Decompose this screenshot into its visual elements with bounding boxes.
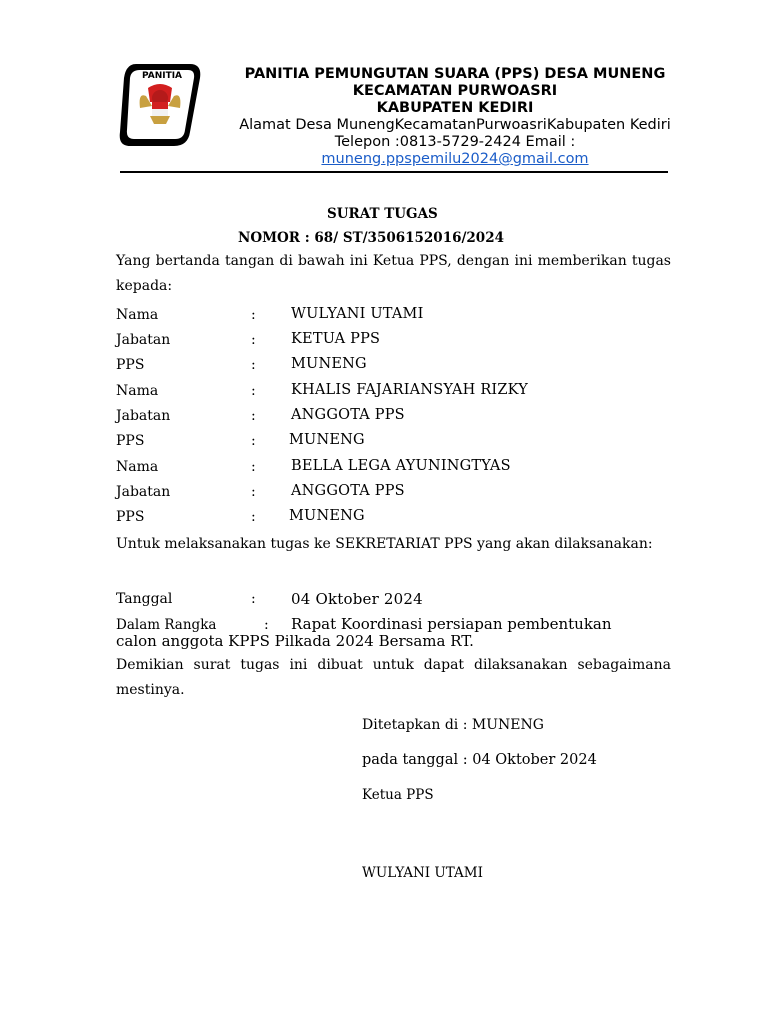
separator: : bbox=[251, 357, 256, 373]
header-phone: Telepon :0813-5729-2424 Email : bbox=[334, 134, 576, 150]
member-3-pps: MUNENG bbox=[289, 508, 365, 524]
closing-paragraph: Demikian surat tugas ini dibuat untuk dapat dilaksanakan sebagaimana mestinya. bbox=[116, 657, 671, 698]
member-1-nama: WULYANI UTAMI bbox=[291, 306, 424, 322]
separator: : bbox=[251, 408, 256, 424]
separator: : bbox=[251, 459, 256, 475]
svg-text:PANITIA: PANITIA bbox=[141, 71, 183, 81]
header-email-link[interactable]: muneng.ppspemilu2024@gmail.com bbox=[321, 151, 589, 167]
separator: : bbox=[264, 617, 269, 633]
signatory-name: WULYANI UTAMI bbox=[362, 865, 483, 881]
separator: : bbox=[251, 433, 256, 449]
member-2-pps-label: PPS bbox=[116, 433, 145, 449]
member-3-nama-label: Nama bbox=[116, 459, 159, 475]
separator: : bbox=[251, 509, 256, 525]
signatory-role: Ketua PPS bbox=[362, 787, 434, 803]
separator: : bbox=[251, 332, 256, 348]
kpu-logo bbox=[118, 62, 202, 148]
member-3-nama: BELLA LEGA AYUNINGTYAS bbox=[291, 458, 511, 474]
rangka-line-1: Rapat Koordinasi persiapan pembentukan bbox=[291, 615, 612, 633]
member-1-nama-label: Nama bbox=[116, 307, 159, 323]
separator: : bbox=[251, 591, 256, 607]
member-1-jabatan-label: Jabatan bbox=[116, 332, 171, 348]
member-1-pps: MUNENG bbox=[291, 356, 367, 372]
member-1-jabatan: KETUA PPS bbox=[291, 331, 381, 347]
tanggal-label: Tanggal bbox=[116, 591, 173, 607]
header-line-2: KECAMATAN PURWOASRI bbox=[352, 83, 558, 99]
header-line-1: PANITIA PEMUNGUTAN SUARA (PPS) DESA MUNENG bbox=[244, 66, 666, 82]
document-number: NOMOR : 68/ ST/3506152016/2024 bbox=[238, 230, 504, 246]
purpose-paragraph: Untuk melaksanakan tugas ke SEKRETARIAT PPS yang akan dilaksanakan: bbox=[116, 536, 653, 552]
member-2-jabatan: ANGGOTA PPS bbox=[291, 407, 405, 423]
separator: : bbox=[251, 307, 256, 323]
separator: : bbox=[251, 484, 256, 500]
intro-paragraph: Yang bertanda tangan di bawah ini Ketua PPS, dengan ini memberikan tugas kepada: bbox=[116, 253, 671, 294]
header-line-3: KABUPATEN KEDIRI bbox=[376, 100, 534, 116]
header-rule bbox=[120, 171, 668, 173]
member-3-jabatan: ANGGOTA PPS bbox=[291, 483, 405, 499]
header-address: Alamat Desa MunengKecamatanPurwoasriKabupaten Kediri bbox=[239, 117, 671, 133]
pada-tanggal: pada tanggal : 04 Oktober 2024 bbox=[362, 752, 597, 768]
document-title: SURAT TUGAS bbox=[327, 206, 438, 222]
separator: : bbox=[251, 383, 256, 399]
member-2-nama-label: Nama bbox=[116, 383, 159, 399]
ditetapkan: Ditetapkan di : MUNENG bbox=[362, 717, 544, 733]
member-2-nama: KHALIS FAJARIANSYAH RIZKY bbox=[291, 382, 529, 398]
member-2-jabatan-label: Jabatan bbox=[116, 408, 171, 424]
member-1-pps-label: PPS bbox=[116, 357, 145, 373]
member-3-jabatan-label: Jabatan bbox=[116, 484, 171, 500]
member-3-pps-label: PPS bbox=[116, 509, 145, 525]
rangka-line-2: calon anggota KPPS Pilkada 2024 Bersama RT. bbox=[116, 632, 474, 650]
member-2-pps: MUNENG bbox=[289, 432, 365, 448]
tanggal-value: 04 Oktober 2024 bbox=[291, 590, 423, 608]
rangka-label: Dalam Rangka bbox=[116, 617, 217, 633]
